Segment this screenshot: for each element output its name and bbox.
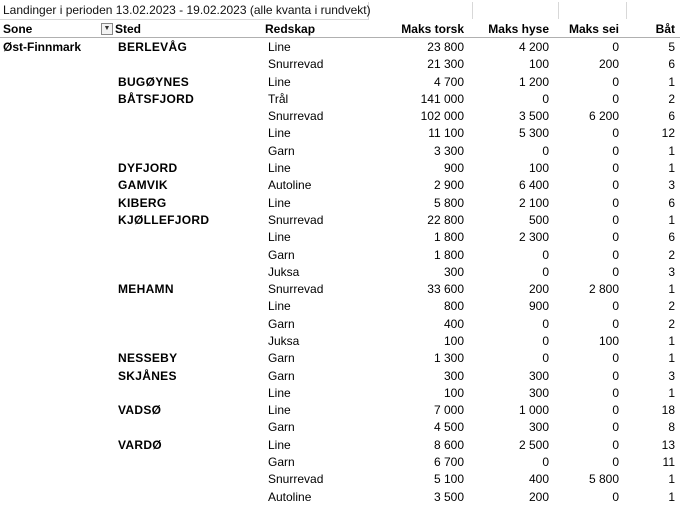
cell-redskap: Line bbox=[268, 385, 291, 400]
cell-baat: 6 bbox=[668, 230, 675, 245]
cell-maks-torsk: 4 500 bbox=[433, 420, 464, 435]
cell-maks-sei: 0 bbox=[612, 195, 619, 210]
table-row bbox=[0, 298, 680, 315]
cell-sone bbox=[0, 107, 115, 124]
cell-baat: 6 bbox=[668, 195, 675, 210]
cell-sted bbox=[115, 453, 265, 470]
table-row bbox=[0, 402, 680, 419]
cell-sone bbox=[0, 194, 115, 211]
cell-sone bbox=[0, 298, 115, 315]
table-row bbox=[0, 159, 680, 176]
cell-maks-hyse: 0 bbox=[542, 264, 549, 279]
cell-maks-torsk: 3 300 bbox=[433, 143, 464, 158]
cell-sone bbox=[0, 384, 115, 401]
column-header-maks-hyse[interactable]: Maks hyse bbox=[469, 20, 554, 38]
landings-table bbox=[0, 20, 680, 505]
cell-sone bbox=[0, 402, 115, 419]
cell-sone bbox=[0, 471, 115, 488]
cell-sted bbox=[115, 125, 265, 142]
cell-maks-hyse: 100 bbox=[528, 161, 549, 176]
cell-maks-torsk: 11 100 bbox=[428, 126, 464, 141]
cell-maks-sei: 0 bbox=[612, 368, 619, 383]
cell-sone bbox=[0, 90, 115, 107]
cell-sted bbox=[115, 56, 265, 73]
cell-redskap: Garn bbox=[268, 143, 295, 158]
cell-sted bbox=[115, 488, 265, 505]
cell-maks-torsk: 23 800 bbox=[427, 39, 464, 54]
cell-maks-sei: 0 bbox=[612, 299, 619, 314]
cell-baat: 3 bbox=[668, 368, 675, 383]
cell-maks-sei: 0 bbox=[612, 385, 619, 400]
cell-maks-hyse: 1 200 bbox=[518, 74, 549, 89]
cell-maks-hyse: 300 bbox=[528, 385, 549, 400]
cell-redskap: Garn bbox=[268, 351, 295, 366]
cell-maks-hyse: 400 bbox=[528, 472, 549, 487]
table-row bbox=[0, 194, 680, 211]
cell-baat: 3 bbox=[668, 178, 675, 193]
cell-sted bbox=[115, 107, 265, 124]
cell-baat: 2 bbox=[668, 247, 675, 262]
cell-baat: 2 bbox=[668, 316, 675, 331]
table-row bbox=[0, 38, 680, 56]
cell-redskap: Snurrevad bbox=[268, 109, 324, 124]
cell-sone bbox=[0, 419, 115, 436]
cell-sone bbox=[0, 177, 115, 194]
cell-maks-sei: 0 bbox=[612, 316, 619, 331]
cell-maks-sei: 0 bbox=[612, 230, 619, 245]
cell-maks-hyse: 0 bbox=[542, 333, 549, 348]
cell-sone bbox=[0, 367, 115, 384]
cell-sone bbox=[0, 125, 115, 142]
cell-sone bbox=[0, 73, 115, 90]
cell-sted: SKJÅNES bbox=[118, 368, 177, 383]
table-row bbox=[0, 350, 680, 367]
cell-maks-sei: 0 bbox=[612, 489, 619, 504]
cell-baat: 1 bbox=[668, 282, 675, 297]
cell-baat: 11 bbox=[662, 455, 675, 470]
table-row bbox=[0, 332, 680, 349]
cell-maks-sei: 0 bbox=[612, 437, 619, 452]
cell-maks-sei: 0 bbox=[612, 212, 619, 227]
cell-sted bbox=[115, 471, 265, 488]
cell-maks-sei: 0 bbox=[612, 126, 619, 141]
table-row bbox=[0, 246, 680, 263]
cell-baat: 1 bbox=[668, 472, 675, 487]
cell-baat: 1 bbox=[668, 212, 675, 227]
cell-maks-torsk: 3 500 bbox=[433, 489, 464, 504]
cell-maks-sei: 0 bbox=[612, 74, 619, 89]
cell-sone bbox=[0, 332, 115, 349]
cell-sted: MEHAMN bbox=[118, 282, 174, 297]
cell-maks-hyse: 300 bbox=[528, 420, 549, 435]
cell-maks-hyse: 900 bbox=[528, 299, 549, 314]
cell-baat: 5 bbox=[668, 39, 675, 54]
cell-redskap: Line bbox=[268, 74, 291, 89]
cell-maks-torsk: 100 bbox=[443, 333, 464, 348]
cell-sted: DYFJORD bbox=[118, 161, 178, 176]
cell-maks-sei: 5 800 bbox=[588, 472, 619, 487]
header-row bbox=[0, 20, 680, 38]
cell-maks-torsk: 33 600 bbox=[427, 282, 464, 297]
cell-redskap: Snurrevad bbox=[268, 472, 324, 487]
cell-sted bbox=[115, 315, 265, 332]
cell-redskap: Juksa bbox=[268, 333, 300, 348]
table-row bbox=[0, 488, 680, 505]
cell-sone bbox=[0, 315, 115, 332]
cell-sted: BUGØYNES bbox=[118, 74, 190, 89]
cell-maks-torsk: 5 100 bbox=[433, 472, 464, 487]
cell-redskap: Snurrevad bbox=[268, 282, 324, 297]
cell-sted bbox=[115, 263, 265, 280]
cell-maks-torsk: 1 300 bbox=[433, 351, 464, 366]
table-row bbox=[0, 263, 680, 280]
cell-sone bbox=[0, 263, 115, 280]
cell-sone bbox=[0, 56, 115, 73]
cell-maks-sei: 0 bbox=[612, 420, 619, 435]
table-row bbox=[0, 125, 680, 142]
cell-sone: Øst-Finnmark bbox=[3, 39, 82, 54]
cell-sted: VARDØ bbox=[118, 437, 162, 452]
cell-maks-torsk: 2 900 bbox=[433, 178, 464, 193]
cell-maks-hyse: 0 bbox=[542, 316, 549, 331]
cell-sted bbox=[115, 142, 265, 159]
cell-maks-torsk: 1 800 bbox=[433, 230, 464, 245]
column-header-maks-torsk[interactable]: Maks torsk bbox=[377, 20, 469, 38]
cell-maks-hyse: 1 000 bbox=[518, 403, 549, 418]
cell-maks-torsk: 8 600 bbox=[433, 437, 464, 452]
cell-redskap: Autoline bbox=[268, 178, 312, 193]
cell-sted bbox=[115, 229, 265, 246]
cell-maks-hyse: 300 bbox=[528, 368, 549, 383]
cell-redskap: Juksa bbox=[268, 264, 300, 279]
cell-maks-torsk: 400 bbox=[443, 316, 464, 331]
column-header-baat[interactable]: Båt bbox=[624, 20, 680, 38]
table-row bbox=[0, 90, 680, 107]
cell-sted: NESSEBY bbox=[118, 351, 178, 366]
cell-maks-hyse: 0 bbox=[542, 247, 549, 262]
cell-baat: 1 bbox=[668, 333, 675, 348]
cell-baat: 1 bbox=[668, 385, 675, 400]
table-row bbox=[0, 453, 680, 470]
cell-maks-sei: 0 bbox=[612, 91, 619, 106]
cell-baat: 18 bbox=[661, 403, 675, 418]
header-divider bbox=[472, 2, 473, 19]
cell-redskap: Garn bbox=[268, 368, 295, 383]
cell-maks-torsk: 300 bbox=[443, 264, 464, 279]
cell-sone bbox=[0, 211, 115, 228]
cell-redskap: Line bbox=[268, 39, 291, 54]
table-row bbox=[0, 471, 680, 488]
cell-maks-torsk: 6 700 bbox=[433, 455, 464, 470]
cell-sted: KIBERG bbox=[118, 195, 167, 210]
table-row bbox=[0, 280, 680, 297]
table-row bbox=[0, 419, 680, 436]
cell-maks-torsk: 1 800 bbox=[433, 247, 464, 262]
cell-redskap: Line bbox=[268, 161, 291, 176]
column-header-sone-label: Sone bbox=[3, 21, 33, 36]
cell-sone bbox=[0, 229, 115, 246]
cell-redskap: Line bbox=[268, 437, 291, 452]
table-row bbox=[0, 384, 680, 401]
cell-baat: 8 bbox=[668, 420, 675, 435]
cell-maks-hyse: 500 bbox=[528, 212, 549, 227]
filter-icon[interactable]: ▼ bbox=[101, 23, 113, 35]
cell-maks-hyse: 0 bbox=[542, 143, 549, 158]
cell-redskap: Line bbox=[268, 195, 291, 210]
column-header-sted[interactable]: Sted bbox=[115, 20, 265, 38]
cell-sted bbox=[115, 419, 265, 436]
cell-redskap: Autoline bbox=[268, 489, 312, 504]
cell-maks-hyse: 2 300 bbox=[518, 230, 549, 245]
cell-sted bbox=[115, 246, 265, 263]
cell-baat: 12 bbox=[661, 126, 675, 141]
cell-maks-hyse: 5 300 bbox=[518, 126, 549, 141]
cell-maks-torsk: 800 bbox=[443, 299, 464, 314]
cell-redskap: Garn bbox=[268, 455, 295, 470]
cell-baat: 1 bbox=[668, 161, 675, 176]
cell-redskap: Line bbox=[268, 299, 291, 314]
cell-sted bbox=[115, 298, 265, 315]
cell-maks-sei: 6 200 bbox=[588, 109, 619, 124]
table-row bbox=[0, 177, 680, 194]
cell-sted: KJØLLEFJORD bbox=[118, 212, 210, 227]
cell-baat: 1 bbox=[668, 143, 675, 158]
cell-maks-sei: 0 bbox=[612, 39, 619, 54]
cell-maks-torsk: 5 800 bbox=[433, 195, 464, 210]
table-row bbox=[0, 436, 680, 453]
cell-baat: 1 bbox=[668, 489, 675, 504]
header-divider bbox=[626, 2, 627, 19]
cell-sted bbox=[115, 332, 265, 349]
cell-redskap: Snurrevad bbox=[268, 57, 324, 72]
cell-maks-sei: 0 bbox=[612, 161, 619, 176]
cell-baat: 1 bbox=[668, 74, 675, 89]
column-header-sone[interactable] bbox=[0, 20, 115, 38]
table-row bbox=[0, 56, 680, 73]
cell-maks-hyse: 0 bbox=[542, 351, 549, 366]
column-header-redskap[interactable]: Redskap bbox=[265, 20, 377, 38]
cell-redskap: Garn bbox=[268, 420, 295, 435]
cell-redskap: Garn bbox=[268, 247, 295, 262]
cell-sted bbox=[115, 384, 265, 401]
cell-maks-torsk: 102 000 bbox=[420, 109, 464, 124]
cell-sted: BÅTSFJORD bbox=[118, 91, 195, 106]
cell-maks-hyse: 0 bbox=[542, 455, 549, 470]
cell-maks-sei: 0 bbox=[612, 351, 619, 366]
cell-maks-torsk: 22 800 bbox=[427, 212, 464, 227]
column-header-maks-sei[interactable]: Maks sei bbox=[554, 20, 624, 38]
cell-baat: 6 bbox=[668, 109, 675, 124]
cell-baat: 6 bbox=[668, 57, 675, 72]
cell-baat: 2 bbox=[668, 91, 675, 106]
cell-sone bbox=[0, 246, 115, 263]
cell-maks-hyse: 0 bbox=[542, 91, 549, 106]
cell-maks-hyse: 6 400 bbox=[518, 178, 549, 193]
cell-maks-torsk: 100 bbox=[443, 385, 464, 400]
cell-maks-sei: 0 bbox=[612, 455, 619, 470]
cell-maks-sei: 0 bbox=[612, 264, 619, 279]
cell-redskap: Garn bbox=[268, 316, 295, 331]
cell-maks-sei: 0 bbox=[612, 247, 619, 262]
table-row bbox=[0, 107, 680, 124]
cell-maks-sei: 2 800 bbox=[588, 282, 619, 297]
cell-maks-torsk: 900 bbox=[443, 161, 464, 176]
cell-sted: GAMVIK bbox=[118, 178, 168, 193]
table-row bbox=[0, 73, 680, 90]
cell-maks-sei: 0 bbox=[612, 403, 619, 418]
cell-maks-torsk: 21 300 bbox=[427, 57, 464, 72]
header-divider bbox=[558, 2, 559, 19]
cell-baat: 13 bbox=[661, 437, 675, 452]
cell-baat: 3 bbox=[668, 264, 675, 279]
cell-sone bbox=[0, 436, 115, 453]
cell-sted: VADSØ bbox=[118, 403, 162, 418]
table-row bbox=[0, 315, 680, 332]
cell-maks-hyse: 200 bbox=[528, 282, 549, 297]
cell-maks-sei: 0 bbox=[612, 178, 619, 193]
cell-baat: 2 bbox=[668, 299, 675, 314]
cell-redskap: Snurrevad bbox=[268, 212, 324, 227]
cell-maks-sei: 100 bbox=[598, 333, 619, 348]
cell-maks-torsk: 4 700 bbox=[433, 74, 464, 89]
cell-sone bbox=[0, 280, 115, 297]
cell-maks-sei: 0 bbox=[612, 143, 619, 158]
cell-redskap: Line bbox=[268, 403, 291, 418]
cell-maks-hyse: 200 bbox=[528, 489, 549, 504]
cell-maks-torsk: 300 bbox=[443, 368, 464, 383]
cell-sone bbox=[0, 453, 115, 470]
cell-maks-hyse: 2 100 bbox=[518, 195, 549, 210]
cell-sone bbox=[0, 142, 115, 159]
table-row bbox=[0, 142, 680, 159]
cell-baat: 1 bbox=[668, 351, 675, 366]
cell-sone bbox=[0, 159, 115, 176]
cell-redskap: Line bbox=[268, 126, 291, 141]
table-row bbox=[0, 229, 680, 246]
cell-maks-hyse: 4 200 bbox=[518, 39, 549, 54]
cell-maks-sei: 200 bbox=[598, 57, 619, 72]
cell-sone bbox=[0, 350, 115, 367]
cell-redskap: Trål bbox=[268, 91, 289, 106]
report-title: Landinger i perioden 13.02.2023 - 19.02.2023 (alle kvanta i rundvekt) bbox=[3, 3, 371, 17]
cell-maks-hyse: 3 500 bbox=[518, 109, 549, 124]
cell-redskap: Line bbox=[268, 230, 291, 245]
cell-sted: BERLEVÅG bbox=[118, 39, 188, 54]
cell-maks-hyse: 2 500 bbox=[518, 437, 549, 452]
cell-maks-hyse: 100 bbox=[528, 57, 549, 72]
cell-maks-torsk: 7 000 bbox=[433, 403, 464, 418]
table-body bbox=[0, 38, 680, 506]
table-row bbox=[0, 211, 680, 228]
table-row bbox=[0, 367, 680, 384]
cell-maks-torsk: 141 000 bbox=[420, 91, 464, 106]
cell-sone bbox=[0, 488, 115, 505]
